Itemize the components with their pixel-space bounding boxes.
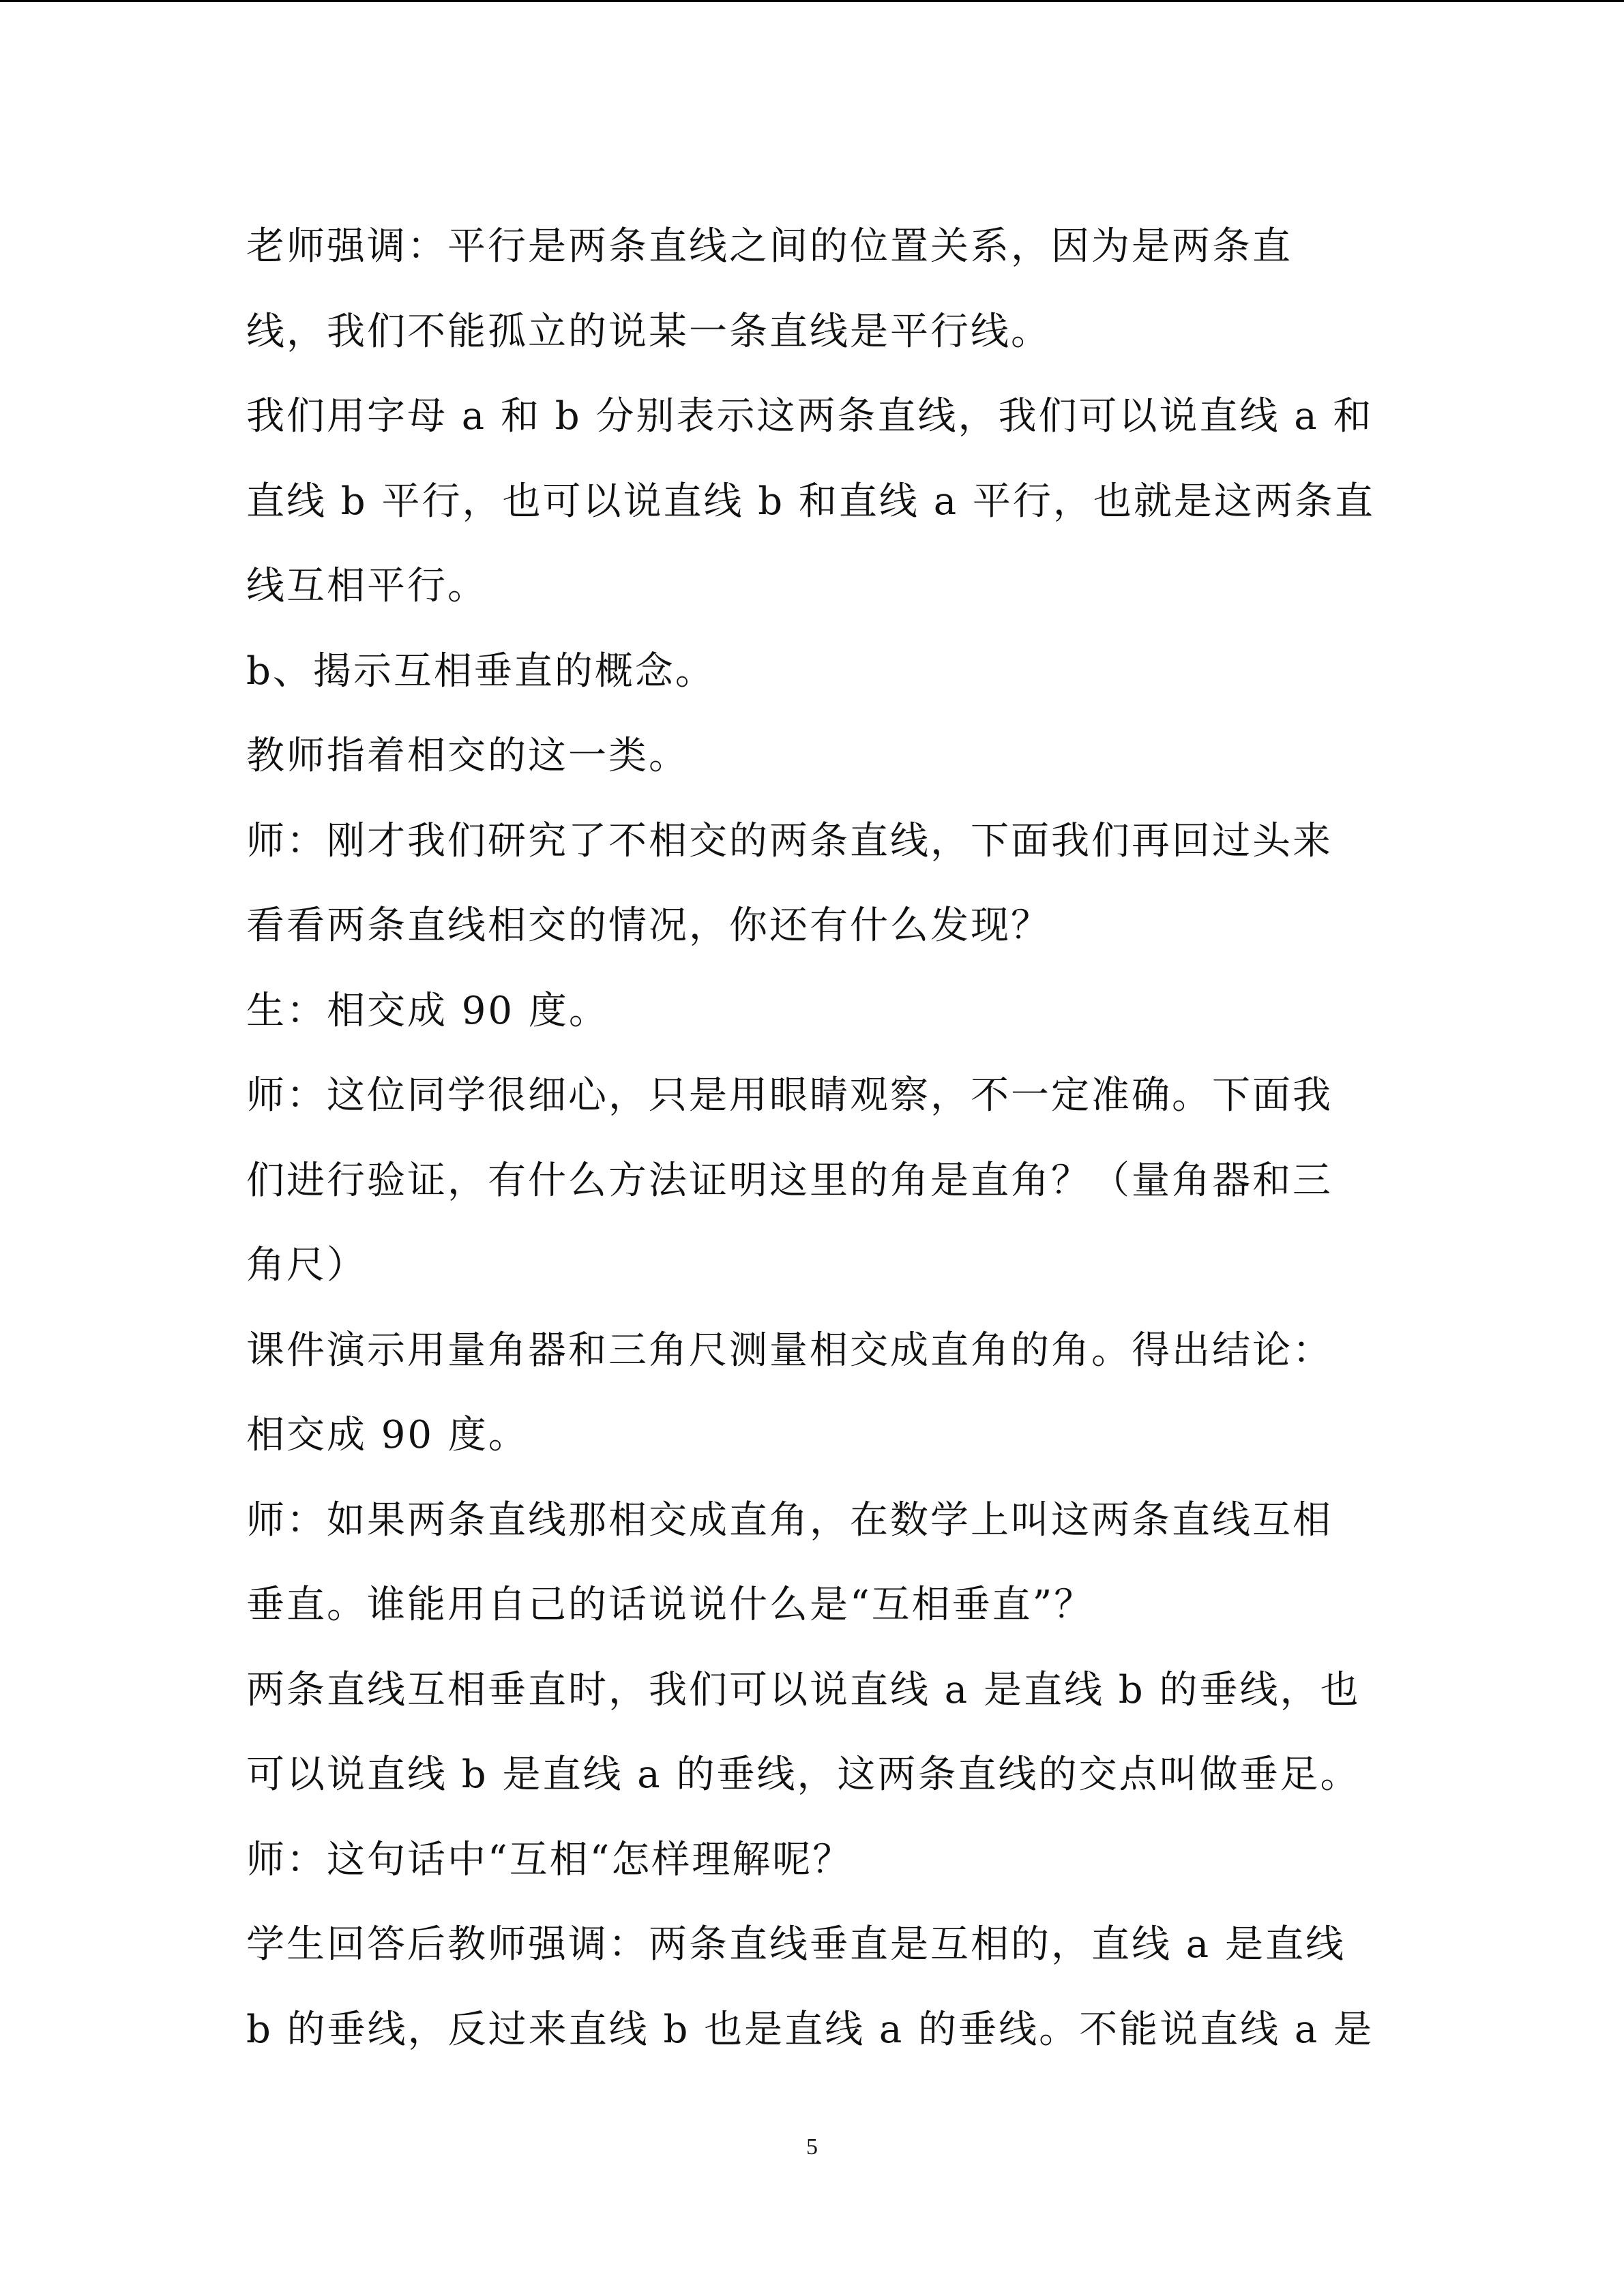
- text-line: b、揭示互相垂直的概念。: [246, 648, 715, 694]
- text-line: 线，我们不能孤立的说某一条直线是平行线。: [246, 309, 1051, 354]
- text-line: 两条直线互相垂直时，我们可以说直线 a 是直线 b 的垂线，也: [246, 1667, 1361, 1712]
- text-line: 直线 b 平行，也可以说直线 b 和直线 a 平行，也就是这两条直: [246, 479, 1375, 524]
- document-body: [246, 205, 1378, 2072]
- text-line: 课件演示用量角器和三角尺测量相交成直角的角。得出结论：: [246, 1328, 1333, 1373]
- text-line: 师：如果两条直线那相交成直角，在数学上叫这两条直线互相: [246, 1497, 1333, 1542]
- text-line: 角尺）: [246, 1243, 367, 1287]
- page-number: 5: [806, 2134, 818, 2160]
- text-line: b 的垂线，反过来直线 b 也是直线 a 的垂线。不能说直线 a 是: [246, 2007, 1374, 2052]
- text-line: 生：相交成 90 度。: [246, 988, 609, 1033]
- text-line: 师：这句话中“互相“怎样理解呢？: [246, 1837, 853, 1882]
- text-line: 垂直。谁能用自己的话说说什么是“互相垂直”？: [246, 1583, 1095, 1627]
- text-line: 师：这位同学很细心，只是用眼睛观察，不一定准确。下面我: [246, 1073, 1333, 1118]
- text-line: 学生回答后教师强调：两条直线垂直是互相的，直线 a 是直线: [246, 1922, 1346, 1967]
- text-line: 老师强调：平行是两条直线之间的位置关系，因为是两条直: [246, 224, 1293, 269]
- text-line: 可以说直线 b 是直线 a 的垂线，这两条直线的交点叫做垂足。: [246, 1753, 1361, 1797]
- text-line: 们进行验证，有什么方法证明这里的角是直角？（量角器和三: [246, 1158, 1333, 1203]
- text-line: 教师指着相交的这一类。: [246, 734, 689, 778]
- text-line: 我们用字母 a 和 b 分别表示这两条直线，我们可以说直线 a 和: [246, 394, 1374, 438]
- text-line: 师：刚才我们研究了不相交的两条直线，下面我们再回过头来: [246, 818, 1333, 863]
- text-line: 线互相平行。: [246, 564, 488, 608]
- text-line: 相交成 90 度。: [246, 1413, 529, 1457]
- text-line: 看看两条直线相交的情况，你还有什么发现？: [246, 904, 1051, 948]
- top-border-rule: [0, 0, 1624, 2]
